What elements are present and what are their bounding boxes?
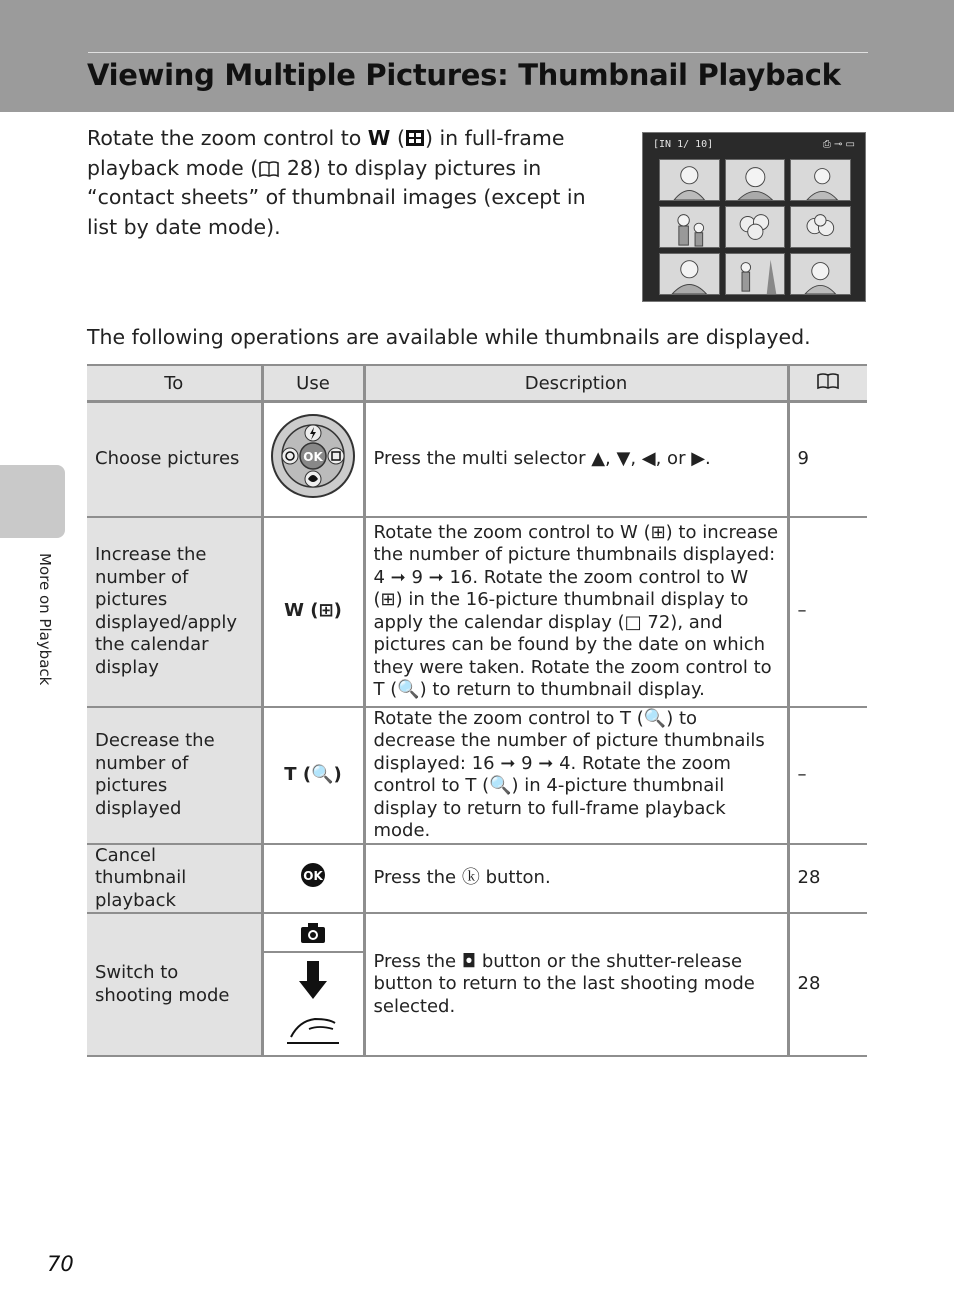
row-description: Press the multi selector ▲, ▼, ◀, or ▶. bbox=[364, 402, 788, 517]
row-description: Press the ⓚ button. bbox=[364, 844, 788, 914]
thumbnail-image bbox=[790, 206, 851, 248]
row-use bbox=[262, 844, 364, 914]
operations-intro: The following operations are available while thumbnails are displayed. bbox=[87, 325, 811, 349]
row-reference: – bbox=[788, 517, 867, 707]
row-description: Rotate the zoom control to W (⊞) to increase the number of picture thumbnails displayed: 4 ➞ 9 ➞ 16. Rotate the zoom control to W (⊞) in the 16-picture thumbnail display to apply the calendar display (□ 72), and pictures can be found by the date on which they were taken. Rotate the zoom control to T (🔍) to return to thumbnail display. bbox=[364, 517, 788, 707]
header-band bbox=[0, 0, 954, 112]
camera-status-text: [IN 1/ 10] bbox=[653, 139, 714, 150]
camera-screen-illustration bbox=[642, 132, 866, 302]
camera-status-icons: ⎙ ⊸ ▭ bbox=[822, 139, 855, 150]
thumbnail-image bbox=[790, 159, 851, 201]
multi-selector-icon bbox=[270, 413, 356, 499]
row-reference: 28 bbox=[788, 913, 867, 1056]
thumbnail-image bbox=[659, 159, 720, 201]
table-row bbox=[87, 517, 867, 707]
row-reference: 9 bbox=[788, 402, 867, 517]
row-use: T (🔍) bbox=[262, 707, 364, 844]
row-use: W (⊞) bbox=[262, 517, 364, 707]
table-row bbox=[87, 707, 867, 844]
row-reference: – bbox=[788, 707, 867, 844]
shutter-release-icon bbox=[285, 959, 341, 1049]
row-use bbox=[262, 913, 364, 1056]
column-header-use: Use bbox=[262, 365, 364, 402]
row-action: Switch to shooting mode bbox=[87, 913, 262, 1056]
table-header-row bbox=[87, 365, 867, 402]
thumbnail-grid bbox=[659, 159, 851, 295]
row-action: Decrease the number of pictures displayed bbox=[87, 707, 262, 844]
column-header-reference bbox=[788, 365, 867, 402]
thumbnail-icon bbox=[405, 128, 425, 148]
column-header-to: To bbox=[87, 365, 262, 402]
operations-table bbox=[87, 364, 867, 1057]
camera-button-icon bbox=[300, 922, 326, 944]
row-action: Increase the number of pictures displayed/apply the calendar display bbox=[87, 517, 262, 707]
table-row bbox=[87, 913, 867, 1056]
row-description: Rotate the zoom control to T (🔍) to decrease the number of picture thumbnails displayed: 16 ➞ 9 ➞ 4. Rotate the zoom control to T (🔍) in 4-picture thumbnail display to return to full-frame playback mode. bbox=[364, 707, 788, 844]
table-row bbox=[87, 844, 867, 914]
intro-paragraph: Rotate the zoom control to W ( ) in full-frame playback mode ( 28) to display pictures in “contact sheets” of thumbnail images (except in list by date mode). bbox=[87, 126, 586, 239]
row-reference: 28 bbox=[788, 844, 867, 914]
row-action: Cancel thumbnail playback bbox=[87, 844, 262, 914]
thumbnail-image bbox=[725, 253, 786, 295]
ok-button-icon bbox=[300, 862, 326, 888]
header-rule bbox=[88, 52, 868, 53]
thumbnail-image bbox=[790, 253, 851, 295]
thumbnail-image bbox=[659, 206, 720, 248]
column-header-description: Description bbox=[364, 365, 788, 402]
table-row bbox=[87, 402, 867, 517]
page-number: 70 bbox=[47, 1252, 74, 1276]
book-reference-icon bbox=[258, 160, 280, 178]
section-label: More on Playback bbox=[36, 553, 54, 686]
thumbnail-image bbox=[725, 206, 786, 248]
row-action: Choose pictures bbox=[87, 402, 262, 517]
svg-text:OK: OK bbox=[303, 450, 323, 464]
row-use bbox=[262, 402, 364, 517]
page-title: Viewing Multiple Pictures: Thumbnail Playback bbox=[87, 58, 841, 92]
book-reference-icon bbox=[816, 372, 840, 390]
svg-text:OK: OK bbox=[303, 869, 323, 883]
row-description: Press the ◘ button or the shutter-release button to return to the last shooting mode selected. bbox=[364, 913, 788, 1056]
section-tab bbox=[0, 465, 65, 538]
thumbnail-image bbox=[725, 159, 786, 201]
thumbnail-image bbox=[659, 253, 720, 295]
